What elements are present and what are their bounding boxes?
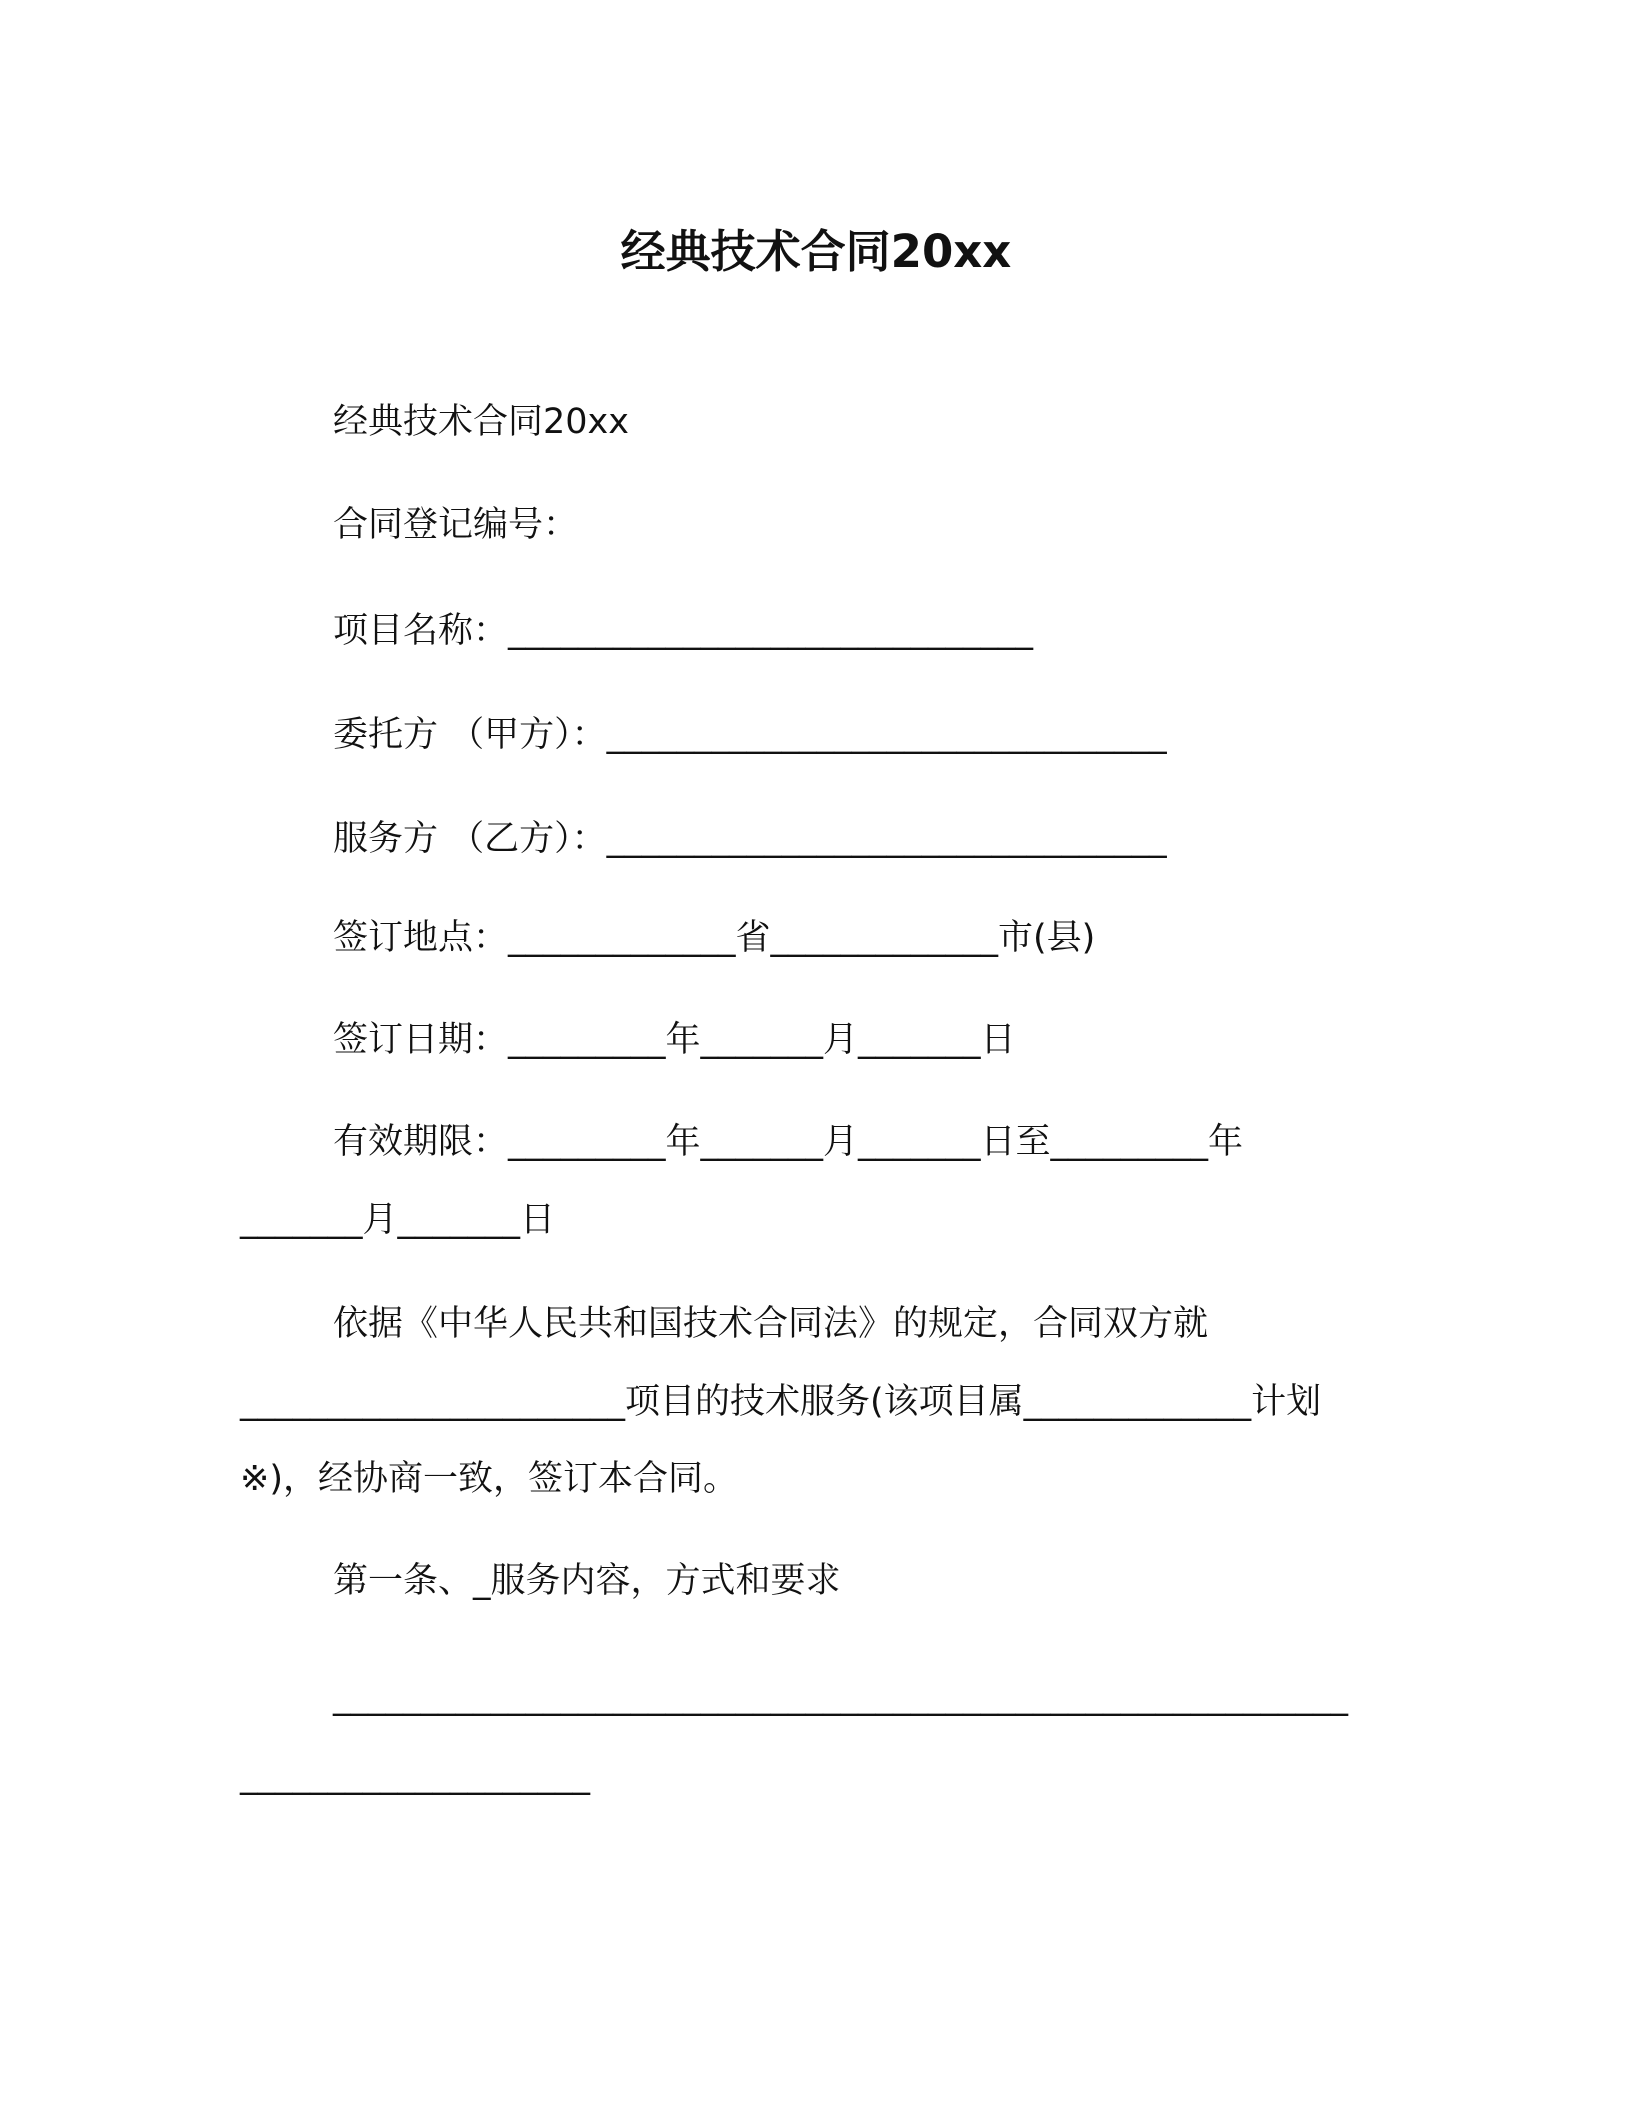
party-b-line: 服务方 （乙方）：________________________________ — [333, 819, 1167, 859]
preamble-line-1: 依据《中华人民共和国技术合同法》的规定，合同双方就 — [333, 1304, 1209, 1344]
preamble-line-2: ______________________项目的技术服务(该项目属_____________计划 — [240, 1382, 1322, 1422]
document-title: 经典技术合同20xx — [620, 225, 1012, 278]
article-one-blank-line-1: __________________________________________________________ — [333, 1677, 1348, 1717]
signing-date-line: 签订日期：_________年_______月_______日 — [333, 1020, 1016, 1060]
registration-number-line: 合同登记编号： — [333, 505, 579, 545]
signing-place-line: 签订地点：_____________省_____________市(县) — [333, 918, 1096, 958]
validity-period-line: 有效期限：_________年_______月_______日至_________年 — [333, 1122, 1244, 1162]
article-one-blank-line-2: ____________________ — [240, 1756, 590, 1796]
article-one-heading: 第一条、_服务内容，方式和要求 — [333, 1561, 841, 1601]
contract-heading: 经典技术合同20xx — [333, 402, 629, 442]
project-name-line: 项目名称：______________________________ — [333, 611, 1034, 651]
party-a-line: 委托方 （甲方）：________________________________ — [333, 715, 1167, 755]
preamble-line-3: ※)，经协商一致，签订本合同。 — [240, 1459, 738, 1499]
validity-period-continued: _______月_______日 — [240, 1200, 556, 1240]
